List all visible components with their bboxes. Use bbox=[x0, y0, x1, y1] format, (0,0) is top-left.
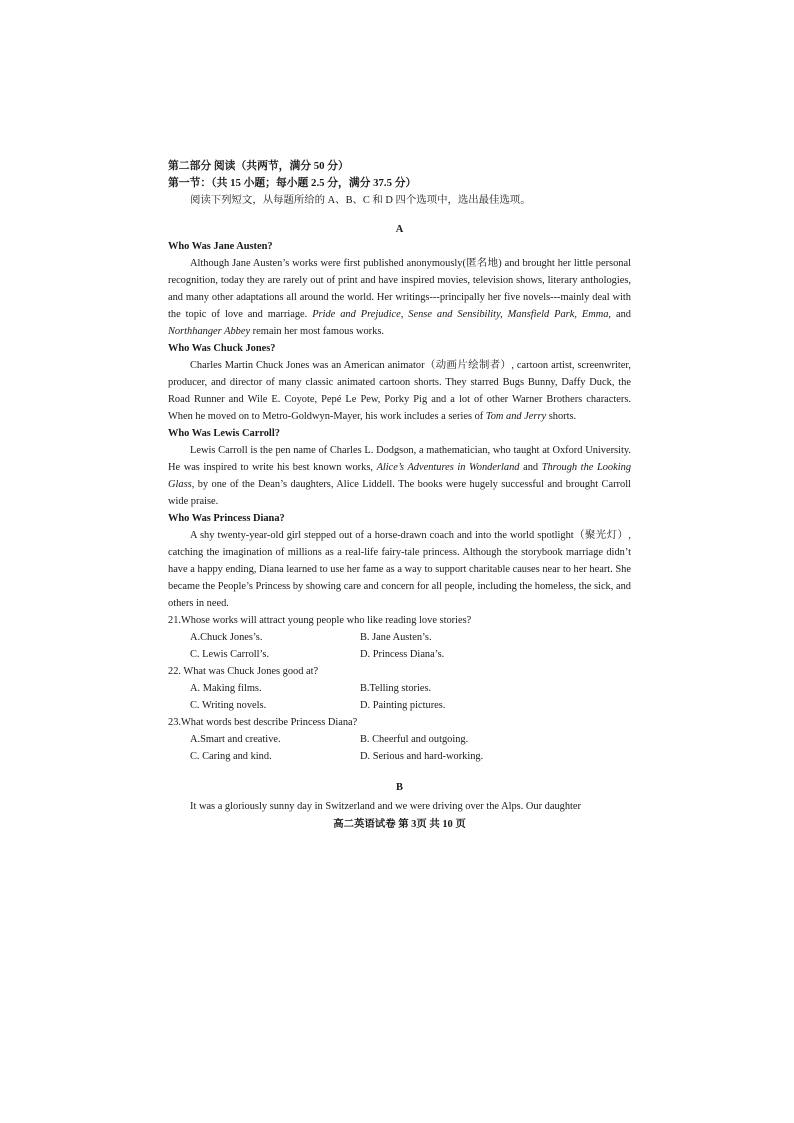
jane-austen-text: Although Jane Austen’s works were first published anonymously(匿名地) and brought her little personal recognition, today they are rarely out of print and have inspired movies, television shows, literary anthologies, and many other adaptations all around the world. Her writings---principally her five novels---mainly deal with the topic of love and marriage. bbox=[168, 258, 631, 320]
princess-diana-paragraph: A shy twenty-year-old girl stepped out of a horse-drawn coach and into the world spotlight（聚光灯）, catching the imagination of millions as a real-life fairy-tale princess. Although the storybook marriage didn’t have a happy ending, Diana learned to use her fame as a way to support charitable causes near to her heart. She became the People’s Princess by showing care and concern for all people, including the homeless, the sick, and others in need. bbox=[168, 530, 631, 609]
q23-option-b[interactable]: B. Cheerful and outgoing. bbox=[360, 734, 469, 745]
question-23: 23.What words best describe Princess Diana? bbox=[168, 717, 358, 728]
chuck-jones-text: Charles Martin Chuck Jones was an American animator（动画片绘制者）, cartoon artist, screenwriter, producer, and director of many classic animated cartoon shorts. They starred Bugs Bunny, Daffy Duck, the Road Runner and Wile E. Coyote, Pepé Le Pew, Porky Pig and a lot of other Warner Brothers characters. When he moved on to Metro-Goldwyn-Mayer, his work includes a series of bbox=[168, 360, 631, 422]
chuck-jones-paragraph bbox=[168, 357, 631, 425]
lewis-carroll-title: Who Was Lewis Carroll? bbox=[168, 428, 280, 439]
lewis-carroll-text: Lewis Carroll is the pen name of Charles L. Dodgson, a mathematician, who taught at Oxford University. He was inspired to write his best known works, bbox=[168, 445, 631, 473]
page-footer: 高二英语试卷 第 3页 共 10 页 bbox=[333, 819, 466, 830]
q22-option-c[interactable]: C. Writing novels. bbox=[190, 700, 267, 711]
chuck-jones-tail: shorts. bbox=[548, 411, 577, 422]
q22-option-a[interactable]: A. Making films. bbox=[190, 683, 262, 694]
q21-option-d[interactable]: D. Princess Diana’s. bbox=[360, 649, 445, 660]
jane-austen-and: and bbox=[615, 309, 631, 320]
q23-option-d[interactable]: D. Serious and hard-working. bbox=[360, 751, 484, 762]
q21-option-a[interactable]: A.Chuck Jones’s. bbox=[190, 632, 263, 643]
lewis-carroll-work-1: Alice’s Adventures in Wonderland bbox=[376, 462, 520, 473]
part-heading: 第二部分 阅读（共两节，满分 50 分） bbox=[168, 160, 349, 172]
princess-diana-title: Who Was Princess Diana? bbox=[168, 513, 285, 524]
q23-option-c[interactable]: C. Caring and kind. bbox=[190, 751, 272, 762]
lewis-carroll-work-2: Through the Looking Glass bbox=[168, 462, 632, 490]
section-heading: 第一节：（共 15 小题；每小题 2.5 分，满分 37.5 分） bbox=[168, 177, 417, 189]
question-21-options bbox=[190, 629, 631, 663]
jane-austen-tail: remain her most famous works. bbox=[252, 326, 384, 337]
chuck-jones-work: Tom and Jerry bbox=[485, 411, 547, 422]
question-22: 22. What was Chuck Jones good at? bbox=[168, 666, 319, 677]
page-content bbox=[168, 158, 631, 833]
passage-a-letter: A bbox=[395, 224, 404, 235]
lewis-carroll-tail: , by one of the Dean’s daughters, Alice Liddell. The books were hugely successful and brought Carroll wide praise. bbox=[168, 479, 631, 507]
passage-b-letter: B bbox=[396, 782, 403, 793]
instruction-text: 阅读下列短文，从每题所给的 A、B、C 和 D 四个选项中，选出最佳选项。 bbox=[190, 195, 531, 206]
question-23-options bbox=[190, 731, 631, 765]
lewis-carroll-and: and bbox=[523, 462, 539, 473]
question-22-options bbox=[190, 680, 631, 714]
jane-austen-works: Pride and Prejudice, Sense and Sensibility, Mansfield Park, Emma, bbox=[312, 309, 612, 320]
question-21: 21.Whose works will attract young people who like reading love stories? bbox=[168, 615, 472, 626]
q22-option-d[interactable]: D. Painting pictures. bbox=[360, 700, 446, 711]
chuck-jones-title: Who Was Chuck Jones? bbox=[168, 343, 276, 354]
jane-austen-last-work: Northhanger Abbey bbox=[168, 326, 251, 337]
q21-option-c[interactable]: C. Lewis Carroll’s. bbox=[190, 649, 270, 660]
passage-b-paragraph: It was a gloriously sunny day in Switzerland and we were driving over the Alps. Our daughter bbox=[190, 801, 582, 812]
q23-option-a[interactable]: A.Smart and creative. bbox=[190, 734, 281, 745]
q22-option-b[interactable]: B.Telling stories. bbox=[360, 683, 432, 694]
lewis-carroll-paragraph bbox=[168, 442, 631, 510]
jane-austen-paragraph bbox=[168, 255, 631, 340]
jane-austen-title: Who Was Jane Austen? bbox=[168, 241, 273, 252]
q21-option-b[interactable]: B. Jane Austen’s. bbox=[360, 632, 432, 643]
